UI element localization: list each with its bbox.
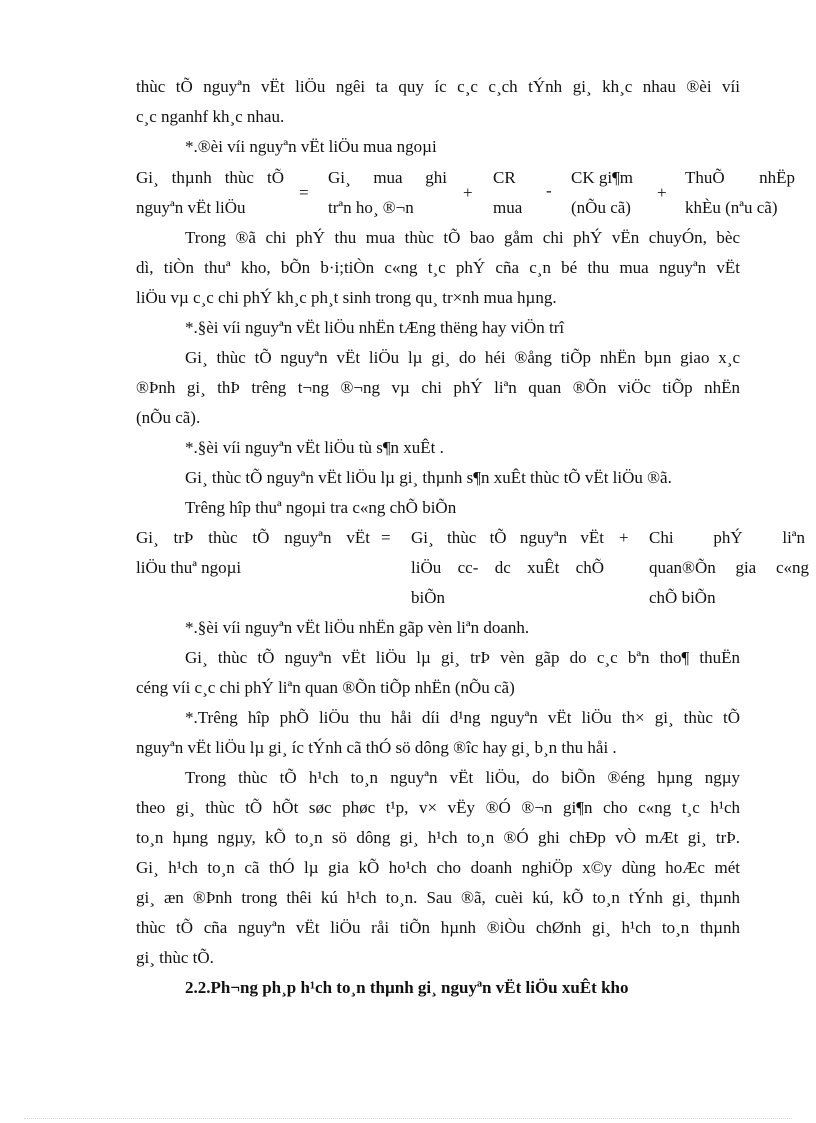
paragraph-line: Gi¸ h¹ch to¸n cã thÓ lµ gia kÕ ho¹ch cho doanh nghiÖp x©y dùng hoÆc mét	[136, 858, 740, 877]
formula-term-price: trªn ho¸ ®¬n	[328, 198, 414, 217]
plus-sign: +	[619, 528, 629, 547]
paragraph-line: gi¸ æn ®Þnh trong thêi kú h¹ch to¸n. Sau ®ã, cuèi kú, kÕ to¸n tÝnh gi¸ thµnh	[136, 888, 740, 907]
formula-term-discount: CK gi¶m	[571, 168, 634, 187]
equals-sign: =	[381, 528, 391, 547]
equals-sign: =	[299, 183, 309, 202]
paragraph-line: Gi¸ thùc tÕ nguyªn vËt liÖu lµ gi¸ trÞ vèn gãp do c¸c bªn tho¶ thuËn	[185, 648, 740, 667]
paragraph-line: Trêng hîp thuª ngoµi tra c«ng chÕ biÕn	[185, 498, 457, 517]
paragraph-line: Gi¸ thùc tÕ nguyªn vËt liÖu lµ gi¸ thµnh s¶n xuÊt thùc tÕ vËt liÖu ®ã.	[185, 468, 672, 487]
paragraph-line: c¸c nganhf kh¸c nhau.	[136, 107, 285, 126]
paragraph-line: theo gi¸ thùc tÕ hÕt søc phøc t¹p, v× vËy ®Ó ®¬n gi¶n cho c«ng t¸c h¹ch	[136, 798, 740, 817]
formula-term-discount: (nÕu cã)	[571, 198, 631, 217]
formula-left-term: Gi¸ thµnh thùc tÕ	[136, 168, 284, 187]
paragraph-line: céng víi c¸c chi phÝ liªn quan ®Õn tiÕp nhËn (nÕu cã)	[136, 678, 515, 697]
paragraph-line: ®Þnh gi¸ thÞ trêng t¬ng ®¬ng vµ chi phÝ liªn quan ®Õn viÖc tiÕp nhËn	[136, 378, 740, 397]
paragraph-line: thùc tÕ nguyªn vËt liÖu ngêi ta quy íc c¸c c¸ch tÝnh gi¸ kh¸c nhau ®èi víi	[136, 77, 740, 96]
section-heading: 2.2.Ph¬ng ph¸p h¹ch to¸n thµnh gi¸ nguyªn vËt liÖu xuÊt kho	[185, 978, 629, 997]
section-label: *.§èi víi nguyªn vËt liÖu nhËn gãp vèn liªn doanh.	[185, 618, 530, 637]
paragraph-line: nguyªn vËt liÖu lµ gi¸ íc tÝnh cã thÓ sö dông ®îc hay gi¸ b¸n thu håi .	[136, 738, 617, 757]
formula-term-cr: mua	[493, 198, 523, 217]
paragraph-line: Trong ®ã chi phÝ thu mua thùc tÕ bao gåm chi phÝ vËn chuyÓn, bèc	[185, 228, 740, 247]
paragraph-line: thùc tÕ cña nguyªn vËt liÖu råi tiÕn hµnh ®iÒu chØnh gi¸ h¹ch to¸n thµnh	[136, 918, 740, 937]
formula-term-material: liÖu cc- dc xuÊt chÕ	[411, 558, 604, 577]
minus-sign: -	[546, 181, 552, 200]
section-label: *.§èi víi nguyªn vËt liÖu nhËn tÆng thëng hay viÖn trî	[185, 318, 565, 337]
formula-left-term: Gi¸ trÞ thùc tÕ nguyªn vËt	[136, 528, 370, 547]
formula-term-processing: quan®Õn gia c«ng	[649, 558, 809, 577]
formula-term-material: biÕn	[411, 588, 445, 607]
formula-term-processing: chÕ biÕn	[649, 588, 716, 607]
paragraph-line: dì, tiÒn thuª kho, bÕn b·i;tiÒn c«ng t¸c phÝ cña c¸n bé thu mua nguyªn vËt	[136, 258, 740, 277]
section-label: *.§èi víi nguyªn vËt liÖu tù s¶n xuÊt .	[185, 438, 444, 457]
paragraph-line: *.Trêng hîp phÕ liÖu thu håi díi d¹ng nguyªn vËt liÖu th× gi¸ thùc tÕ	[185, 708, 740, 727]
formula-term-cr: CR	[493, 168, 516, 187]
paragraph-line: Gi¸ thùc tÕ nguyªn vËt liÖu lµ gi¸ do héi ®ång tiÕp nhËn bµn giao x¸c	[185, 348, 740, 367]
section-label: *.®èi víi nguyªn vËt liÖu mua ngoµi	[185, 137, 437, 156]
formula-left-term: nguyªn vËt liÖu	[136, 198, 246, 217]
formula-term-price: Gi¸ mua ghi	[328, 168, 447, 187]
paragraph-line: liÖu vµ c¸c chi phÝ kh¸c ph¸t sinh trong qu¸ tr×nh mua hµng.	[136, 288, 557, 307]
paragraph-line: Trong thùc tÕ h¹ch to¸n nguyªn vËt liÖu, do biÕn ®éng hµng ngµy	[185, 768, 740, 787]
paragraph-line: to¸n hµng ngµy, kÕ to¸n sö dông gi¸ h¹ch to¸n ®Ó ghi chÐp vÒ mÆt gi¸ trÞ.	[136, 828, 740, 847]
formula-term-tax: ThuÕ nhËp	[685, 168, 795, 187]
paragraph-line: (nÕu cã).	[136, 408, 201, 427]
formula-term-tax: khÈu (nªu cã)	[685, 198, 778, 217]
formula-left-term: liÖu thuª ngoµi	[136, 558, 242, 577]
formula-term-processing: Chi phÝ liªn	[649, 528, 805, 547]
plus-sign: +	[463, 183, 473, 202]
formula-term-material: Gi¸ thùc tÕ nguyªn vËt	[411, 528, 604, 547]
page-bottom-rule	[24, 1118, 792, 1119]
paragraph-line: gi¸ thùc tÕ.	[136, 948, 214, 967]
plus-sign: +	[657, 183, 667, 202]
